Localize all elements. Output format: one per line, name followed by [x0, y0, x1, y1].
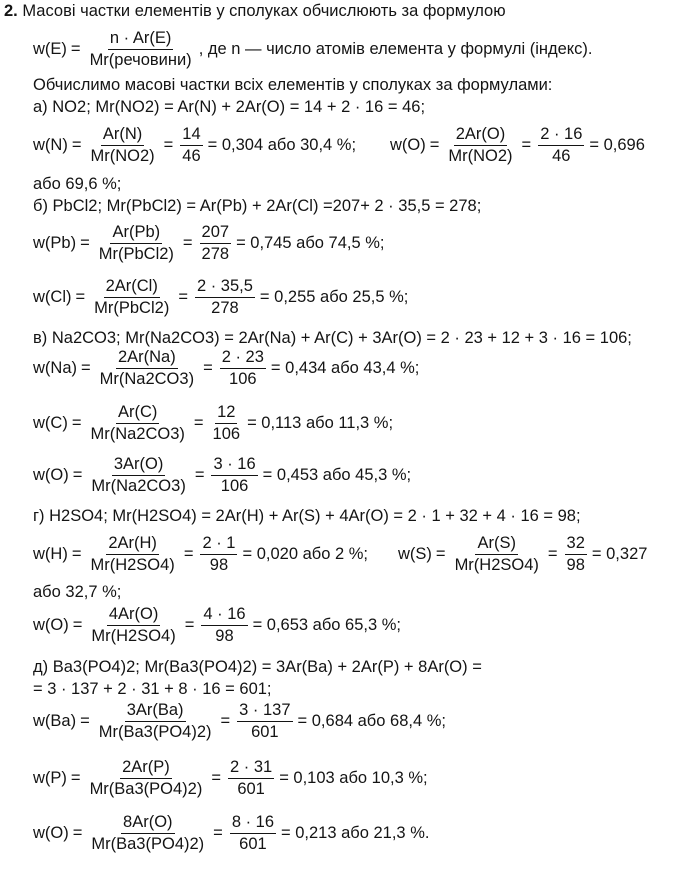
fraction: [88, 124, 156, 167]
numerator-value: 2 · 31: [228, 757, 274, 779]
eq-result: = 0,255 або 25,5 %;: [259, 287, 409, 306]
numerator: 2Ar(P): [120, 757, 172, 779]
eq-lhs: w(Cl): [33, 287, 72, 306]
numerator-value: 14: [180, 124, 202, 146]
fraction-values: [195, 276, 255, 319]
section-e-molar: Mr(Ba3(PO4)2) = 3Ar(Ba) + 2Ar(P) + 8Ar(O) =: [144, 658, 482, 676]
eq-lhs: w(O): [33, 465, 69, 484]
denominator-value: 106: [212, 424, 241, 443]
eq-e-wP: w(P) = $\frac{2Ar(P)}{Mr(Ba3(PO4)2)}$ = $\frac{2 \cdot 31}{601}$ = 0,103 або 10,3 %;: [33, 757, 428, 798]
eq-result: = 0,113 або 11,3 %;: [247, 413, 394, 432]
formula-fraction: [88, 28, 194, 71]
denominator-value: 601: [237, 779, 265, 798]
denominator-value: 98: [215, 626, 234, 645]
eq-d-wS: w(S) = $\frac{Ar(S)}{Mr(H2SO4)}$ = $\frac{32}{98}$ = 0,327: [398, 533, 648, 574]
section-a-header: [33, 97, 425, 117]
fraction: [92, 276, 171, 319]
fraction-values: [538, 124, 584, 167]
section-c-label: в): [33, 329, 48, 347]
fraction: [89, 454, 187, 497]
eq-result: = 0,434 або 43,4 %;: [270, 358, 420, 377]
task-number: 2.: [4, 2, 18, 20]
eq-b-wPb: w(Pb) = Ar(Pb) Mr(PbCl2) = $\frac{207}{278}$ = 0,745 або 74,5 %;: [33, 222, 385, 263]
eq-result: = 0,213 або 21,3 %.: [281, 823, 430, 842]
intro-text: Масові частки елементів у сполуках обчислюють за формулою: [22, 2, 506, 20]
section-b-formula: PbCl2;: [52, 197, 103, 215]
eq-lhs: w(Ba): [33, 711, 77, 730]
fraction: [97, 700, 214, 743]
fraction-values: [211, 454, 257, 497]
fraction: [453, 533, 541, 576]
section-c-formula: Na2CO3;: [51, 329, 121, 347]
section-d-molar: Mr(H2SO4) = 2Ar(H) + Ar(S) + 4Ar(O) = 2 · 1 + 32 + 4 · 16 = 98;: [112, 507, 581, 525]
section-d-formula: H2SO4;: [49, 507, 108, 525]
section-a-label: а): [33, 98, 48, 116]
numerator-value: 8 · 16: [230, 812, 276, 834]
numerator: Ar(Pb): [110, 222, 162, 244]
numerator-value: 2 · 16: [538, 124, 584, 146]
denominator: Mr(PbCl2): [98, 244, 174, 263]
denominator-value: 98: [209, 555, 229, 574]
denominator-value: 46: [182, 146, 201, 165]
numerator-value: 32: [565, 533, 587, 555]
denominator: Mr(Ba3(PO4)2): [91, 834, 205, 853]
eq-lhs: w(O): [33, 615, 69, 634]
section-e-label: д): [33, 658, 49, 676]
denominator: Mr(Na2CO3): [91, 476, 186, 495]
eq-result: = 0,103 або 10,3 %;: [279, 768, 428, 787]
eq-result: = 0,304 або 30,4 %;: [207, 135, 357, 154]
fraction-values: [201, 604, 247, 647]
fraction-values: [230, 812, 276, 855]
denominator-value: 601: [251, 722, 279, 741]
section-a-tail: або 69,6 %;: [33, 175, 122, 193]
numerator-value: 4 · 16: [201, 604, 247, 626]
denominator-value: 278: [211, 298, 239, 317]
numerator: 8Ar(O): [121, 812, 175, 834]
numerator-value: 3 · 16: [211, 454, 257, 476]
numerator: Ar(N): [101, 124, 144, 146]
fraction-values: [220, 347, 266, 390]
general-formula: w(E) = n · Ar(E) Mr(речовини) , де n — число атомів елемента у формулі (індекс).: [33, 28, 593, 69]
eq-result: = 0,453 або 45,3 %;: [262, 465, 412, 484]
eq-d-wH: w(H) = $\frac{2Ar(H)}{Mr(H2SO4)}$ = $\frac{2 \cdot 1}{98}$ = 0,020 або 2 %;: [33, 533, 368, 574]
section-d-tail: або 32,7 %;: [33, 583, 122, 601]
numerator-value: 207: [200, 222, 232, 244]
numerator-value: 2 · 23: [220, 347, 266, 369]
numerator: 2Ar(Cl): [104, 276, 160, 298]
denominator-value: 278: [201, 244, 230, 263]
fraction: [97, 222, 176, 265]
eq-e-wO: w(O) = $\frac{8Ar(O)}{Mr(Ba3(PO4)2)}$ = $\frac{8 \cdot 16}{601}$ = 0,213 або 21,3 %.: [33, 812, 430, 853]
denominator-value: 106: [229, 369, 257, 388]
eq-result: = 0,327: [591, 544, 648, 563]
denominator: Mr(H2SO4): [91, 626, 176, 645]
eq-lhs: w(S): [398, 544, 432, 563]
numerator: 3Ar(O): [112, 454, 166, 476]
section-b-label: б): [33, 197, 48, 215]
eq-lhs: w(Na): [33, 358, 77, 377]
section-b-header: [33, 196, 481, 216]
eq-result: = 0,653 або 65,3 %;: [252, 615, 402, 634]
eq-result: = 0,696: [589, 135, 645, 154]
eq-c-wC: w(C) = $\frac{Ar(C)}{Mr(Na2CO3)}$ = $\frac{12}{106}$ = 0,113 або 11,3 %;: [33, 402, 394, 443]
section-e-formula: Ba3(PO4)2;: [52, 658, 140, 676]
section-d-header: [33, 506, 581, 526]
eq-lhs: w(O): [33, 823, 69, 842]
fraction-values: [180, 124, 202, 167]
denominator: Mr(NO2): [90, 146, 155, 165]
denominator-value: 601: [239, 834, 267, 853]
fraction: [88, 533, 176, 576]
denominator-value: 98: [566, 555, 585, 574]
fraction-values: [565, 533, 587, 576]
eq-lhs: w(H): [33, 544, 68, 563]
fraction: [89, 812, 206, 855]
fraction-values: [200, 222, 232, 265]
section-e-header: [33, 657, 482, 677]
formula-numerator: n · Ar(E): [108, 28, 173, 50]
eq-lhs: w(N): [33, 135, 68, 154]
eq-lhs: w(C): [33, 413, 68, 432]
eq-c-wNa: w(Na) = $\frac{2Ar(Na)}{Mr(Na2CO3)}$ = $\frac{2 \cdot 23}{106}$ = 0,434 або 43,4 %;: [33, 347, 420, 388]
section-d-label: г): [33, 507, 45, 525]
formula-denominator: Mr(речовини): [89, 50, 192, 69]
eq-result: = 0,684 або 68,4 %;: [297, 711, 446, 730]
numerator: 2Ar(H): [106, 533, 159, 555]
fraction-values: [237, 700, 292, 743]
numerator: Ar(C): [116, 402, 159, 424]
fraction-values: [200, 533, 237, 576]
eq-lhs: w(P): [33, 768, 67, 787]
eq-result: = 0,745 або 74,5 %;: [236, 233, 385, 252]
eq-b-wCl: w(Cl) = 2Ar(Cl) Mr(PbCl2) = $\frac{2 \cdot 35,5}{278}$ = 0,255 або 25,5 %;: [33, 276, 409, 317]
numerator-value: 3 · 137: [237, 700, 292, 722]
formula-lhs: w(E): [33, 39, 67, 58]
denominator: Mr(Na2CO3): [99, 369, 195, 388]
fraction: [88, 402, 186, 445]
denominator: Mr(NO2): [448, 146, 513, 165]
numerator-value: 2 · 1: [200, 533, 237, 555]
numerator: 3Ar(Ba): [125, 700, 186, 722]
eq-c-wO: w(O) = $\frac{3Ar(O)}{Mr(Na2CO3)}$ = $\frac{3 \cdot 16}{106}$ = 0,453 або 45,3 %;: [33, 454, 412, 495]
fraction: [446, 124, 514, 167]
denominator: Mr(H2SO4): [454, 555, 539, 574]
calc-intro: Обчислимо масові частки всіх елементів у сполуках за формулами:: [33, 76, 553, 94]
numerator: 2Ar(O): [454, 124, 508, 146]
eq-result: = 0,020 або 2 %;: [242, 544, 368, 563]
section-a-formula: NO2;: [52, 98, 91, 116]
fraction: [98, 347, 196, 390]
eq-lhs: w(Pb): [33, 233, 77, 252]
denominator: Mr(Ba3(PO4)2): [89, 779, 203, 798]
fraction-values: [211, 402, 243, 445]
denominator: Mr(PbCl2): [94, 298, 170, 317]
eq-a-wO: w(O) = $\frac{2Ar(O)}{Mr(NO2)}$ = $\frac{2 \cdot 16}{46}$ = 0,696: [390, 124, 645, 165]
denominator: Mr(Ba3(PO4)2): [98, 722, 212, 741]
section-a-molar: Mr(NO2) = Ar(N) + 2Ar(O) = 14 + 2 · 16 = 46;: [95, 98, 426, 116]
fraction-values: [228, 757, 274, 800]
numerator: 4Ar(O): [107, 604, 161, 626]
section-e-molar2: = 3 · 137 + 2 · 31 + 8 · 16 = 601;: [33, 680, 272, 698]
eq-lhs: w(O): [390, 135, 426, 154]
eq-d-wO: w(O) = $\frac{4Ar(O)}{Mr(H2SO4)}$ = $\frac{4 \cdot 16}{98}$ = 0,653 або 65,3 %;: [33, 604, 402, 645]
denominator-value: 106: [220, 476, 249, 495]
numerator: Ar(S): [475, 533, 518, 555]
numerator-value: 12: [215, 402, 237, 424]
numerator-value: 2 · 35,5: [195, 276, 255, 298]
eq-e-wBa: w(Ba) = $\frac{3Ar(Ba)}{Mr(Ba3(PO4)2)}$ = $\frac{3 \cdot 137}{601}$ = 0,684 або 68,4 %;: [33, 700, 446, 741]
denominator: Mr(H2SO4): [90, 555, 175, 574]
fraction: [88, 757, 205, 800]
fraction: [89, 604, 177, 647]
eq-a-wN: w(N) = $\frac{Ar(N)}{Mr(NO2)}$ = $\frac{14}{46}$ = 0,304 або 30,4 %;: [33, 124, 357, 165]
section-c-molar: Mr(Na2CO3) = 2Ar(Na) + Ar(C) + 3Ar(O) = 2 · 23 + 12 + 3 · 16 = 106;: [125, 329, 632, 347]
denominator-value: 46: [552, 146, 571, 165]
intro-line: [4, 1, 506, 21]
formula-note: , де n — число атомів елемента у формулі (індекс).: [198, 39, 593, 58]
section-b-molar: Mr(PbCl2) = Ar(Pb) + 2Ar(Cl) =207+ 2 · 35,5 = 278;: [106, 197, 482, 215]
denominator: Mr(Na2CO3): [90, 424, 185, 443]
numerator: 2Ar(Na): [116, 347, 178, 369]
